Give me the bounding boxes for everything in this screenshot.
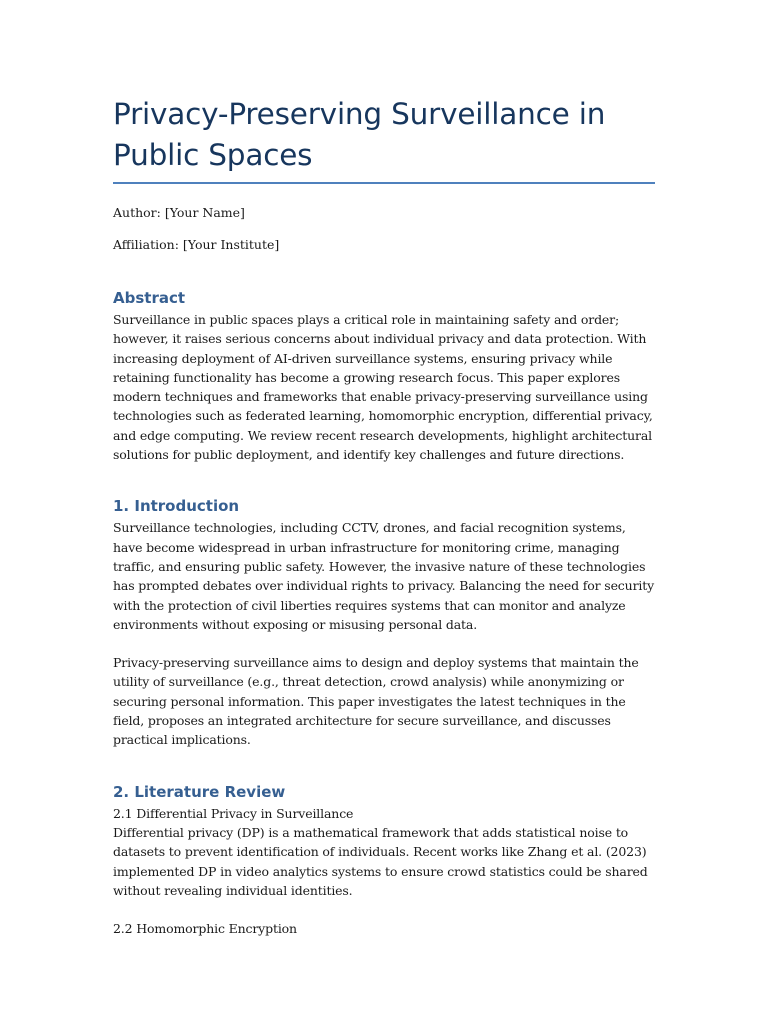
subsection-2-2-heading: 2.2 Homomorphic Encryption bbox=[113, 921, 297, 937]
document-content bbox=[113, 94, 658, 938]
abstract-paragraph: Surveillance in public spaces plays a critical role in maintaining safety and order; however, it raises serious concerns about individual privacy and data protection. With increasing deployment of AI-driven surveillance systems, ensuring privacy while retaining functionality has become a growing research focus. This paper explores modern techniques and frameworks that enable privacy-preserving surveillance using technologies such as federated learning, homomorphic encryption, differential privacy, and edge computing. We review recent research developments, highlight architectural solutions for public deployment, and identify key challenges and future directions. bbox=[113, 312, 653, 463]
introduction-paragraph-1: Surveillance technologies, including CCTV, drones, and facial recognition systems, have become widespread in urban infrastructure for monitoring crime, managing traffic, and ensuring public safety. However, the invasive nature of these technologies has prompted debates over individual rights to privacy. Balancing the need for security with the protection of civil liberties requires systems that can monitor and analyze environments without exposing or misusing personal data. bbox=[113, 520, 655, 632]
title-underline bbox=[113, 182, 655, 184]
subsection-2-1-paragraph: Differential privacy (DP) is a mathematical framework that adds statistical noise to datasets to prevent identification of individuals. Recent works like Zhang et al. (2023) implemented DP in video analytics systems to ensure crowd statistics could be shared without revealing individual identities. bbox=[113, 824, 648, 898]
document-title: Privacy-Preserving Surveillance in Public Spaces bbox=[113, 97, 606, 172]
abstract-heading: Abstract bbox=[113, 289, 186, 307]
literature-heading: 2. Literature Review bbox=[113, 782, 286, 801]
affiliation-line: Affiliation: [Your Institute] bbox=[113, 237, 280, 252]
author-line: Author: [Your Name] bbox=[113, 205, 245, 220]
introduction-heading: 1. Introduction bbox=[113, 497, 240, 516]
subsection-2-1-heading: 2.1 Differential Privacy in Surveillance bbox=[113, 805, 354, 821]
introduction-paragraph-2: Privacy-preserving surveillance aims to design and deploy systems that maintain the utility of surveillance (e.g., threat detection, crowd analysis) while anonymizing or securing personal information. This paper investigates the latest techniques in the field, proposes an integrated architecture for secure surveillance, and discusses practical implications. bbox=[113, 655, 639, 748]
